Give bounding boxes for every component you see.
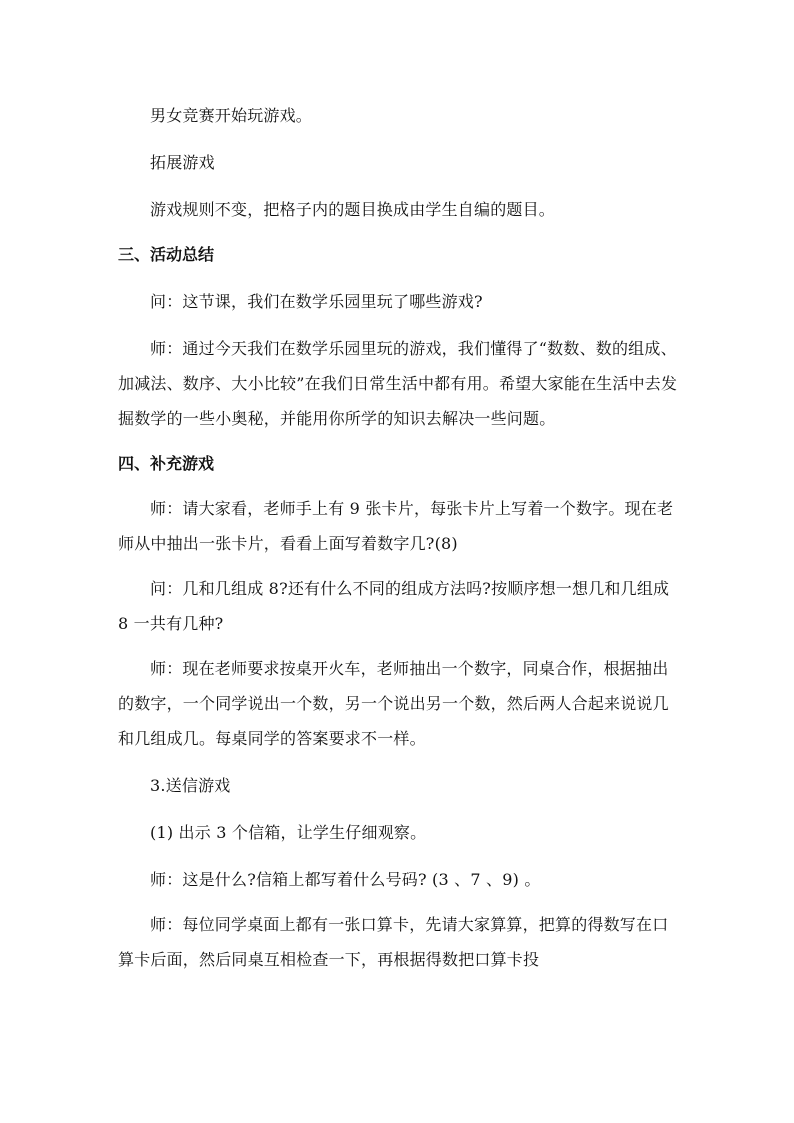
paragraph-1: 男女竞赛开始玩游戏。 xyxy=(150,106,313,125)
paragraph-6: 师：请大家看，老师手上有 9 张卡片，每张卡片上写着一个数字。现在老师从中抽出一张卡片，看看上面写着数字几?(8) xyxy=(118,499,674,553)
paragraph-2: 拓展游戏 xyxy=(150,153,215,172)
paragraph-7: 问：几和几组成 8?还有什么不同的组成方法吗?按顺序想一想几和几组成 8 一共有几种? xyxy=(118,579,670,633)
paragraph-9: 3.送信游戏 xyxy=(150,776,231,795)
paragraph-8: 师：现在老师要求按桌开火车，老师抽出一个数字，同桌合作，根据抽出的数字，一个同学说出一个数，另一个说出另一个数，然后两人合起来说说几和几组成几。每桌同学的答案要求不一样。 xyxy=(118,659,669,748)
section-heading-3: 三、活动总结 xyxy=(118,245,215,264)
paragraph-4: 问：这节课，我们在数学乐园里玩了哪些游戏? xyxy=(150,292,483,311)
paragraph-11: 师：这是什么?信箱上都写着什么号码? (3 、7 、9) 。 xyxy=(150,870,541,889)
paragraph-5: 师：通过今天我们在数学乐园里玩的游戏，我们懂得了“数数、数的组成、加减法、数序、大小比较”在我们日常生活中都有用。希望大家能在生活中去发掘数学的一些小奥秘，并能用你所学的知识去解决一些问题。 xyxy=(118,339,678,428)
paragraph-10: (1) 出示 3 个信箱，让学生仔细观察。 xyxy=(150,823,427,842)
paragraph-3: 游戏规则不变，把格子内的题目换成由学生自编的题目。 xyxy=(150,200,556,219)
paragraph-12: 师：每位同学桌面上都有一张口算卡，先请大家算算，把算的得数写在口算卡后面，然后同桌互相检查一下，再根据得数把口算卡投 xyxy=(118,915,669,969)
section-heading-4: 四、补充游戏 xyxy=(118,454,215,473)
document-body xyxy=(118,98,678,977)
